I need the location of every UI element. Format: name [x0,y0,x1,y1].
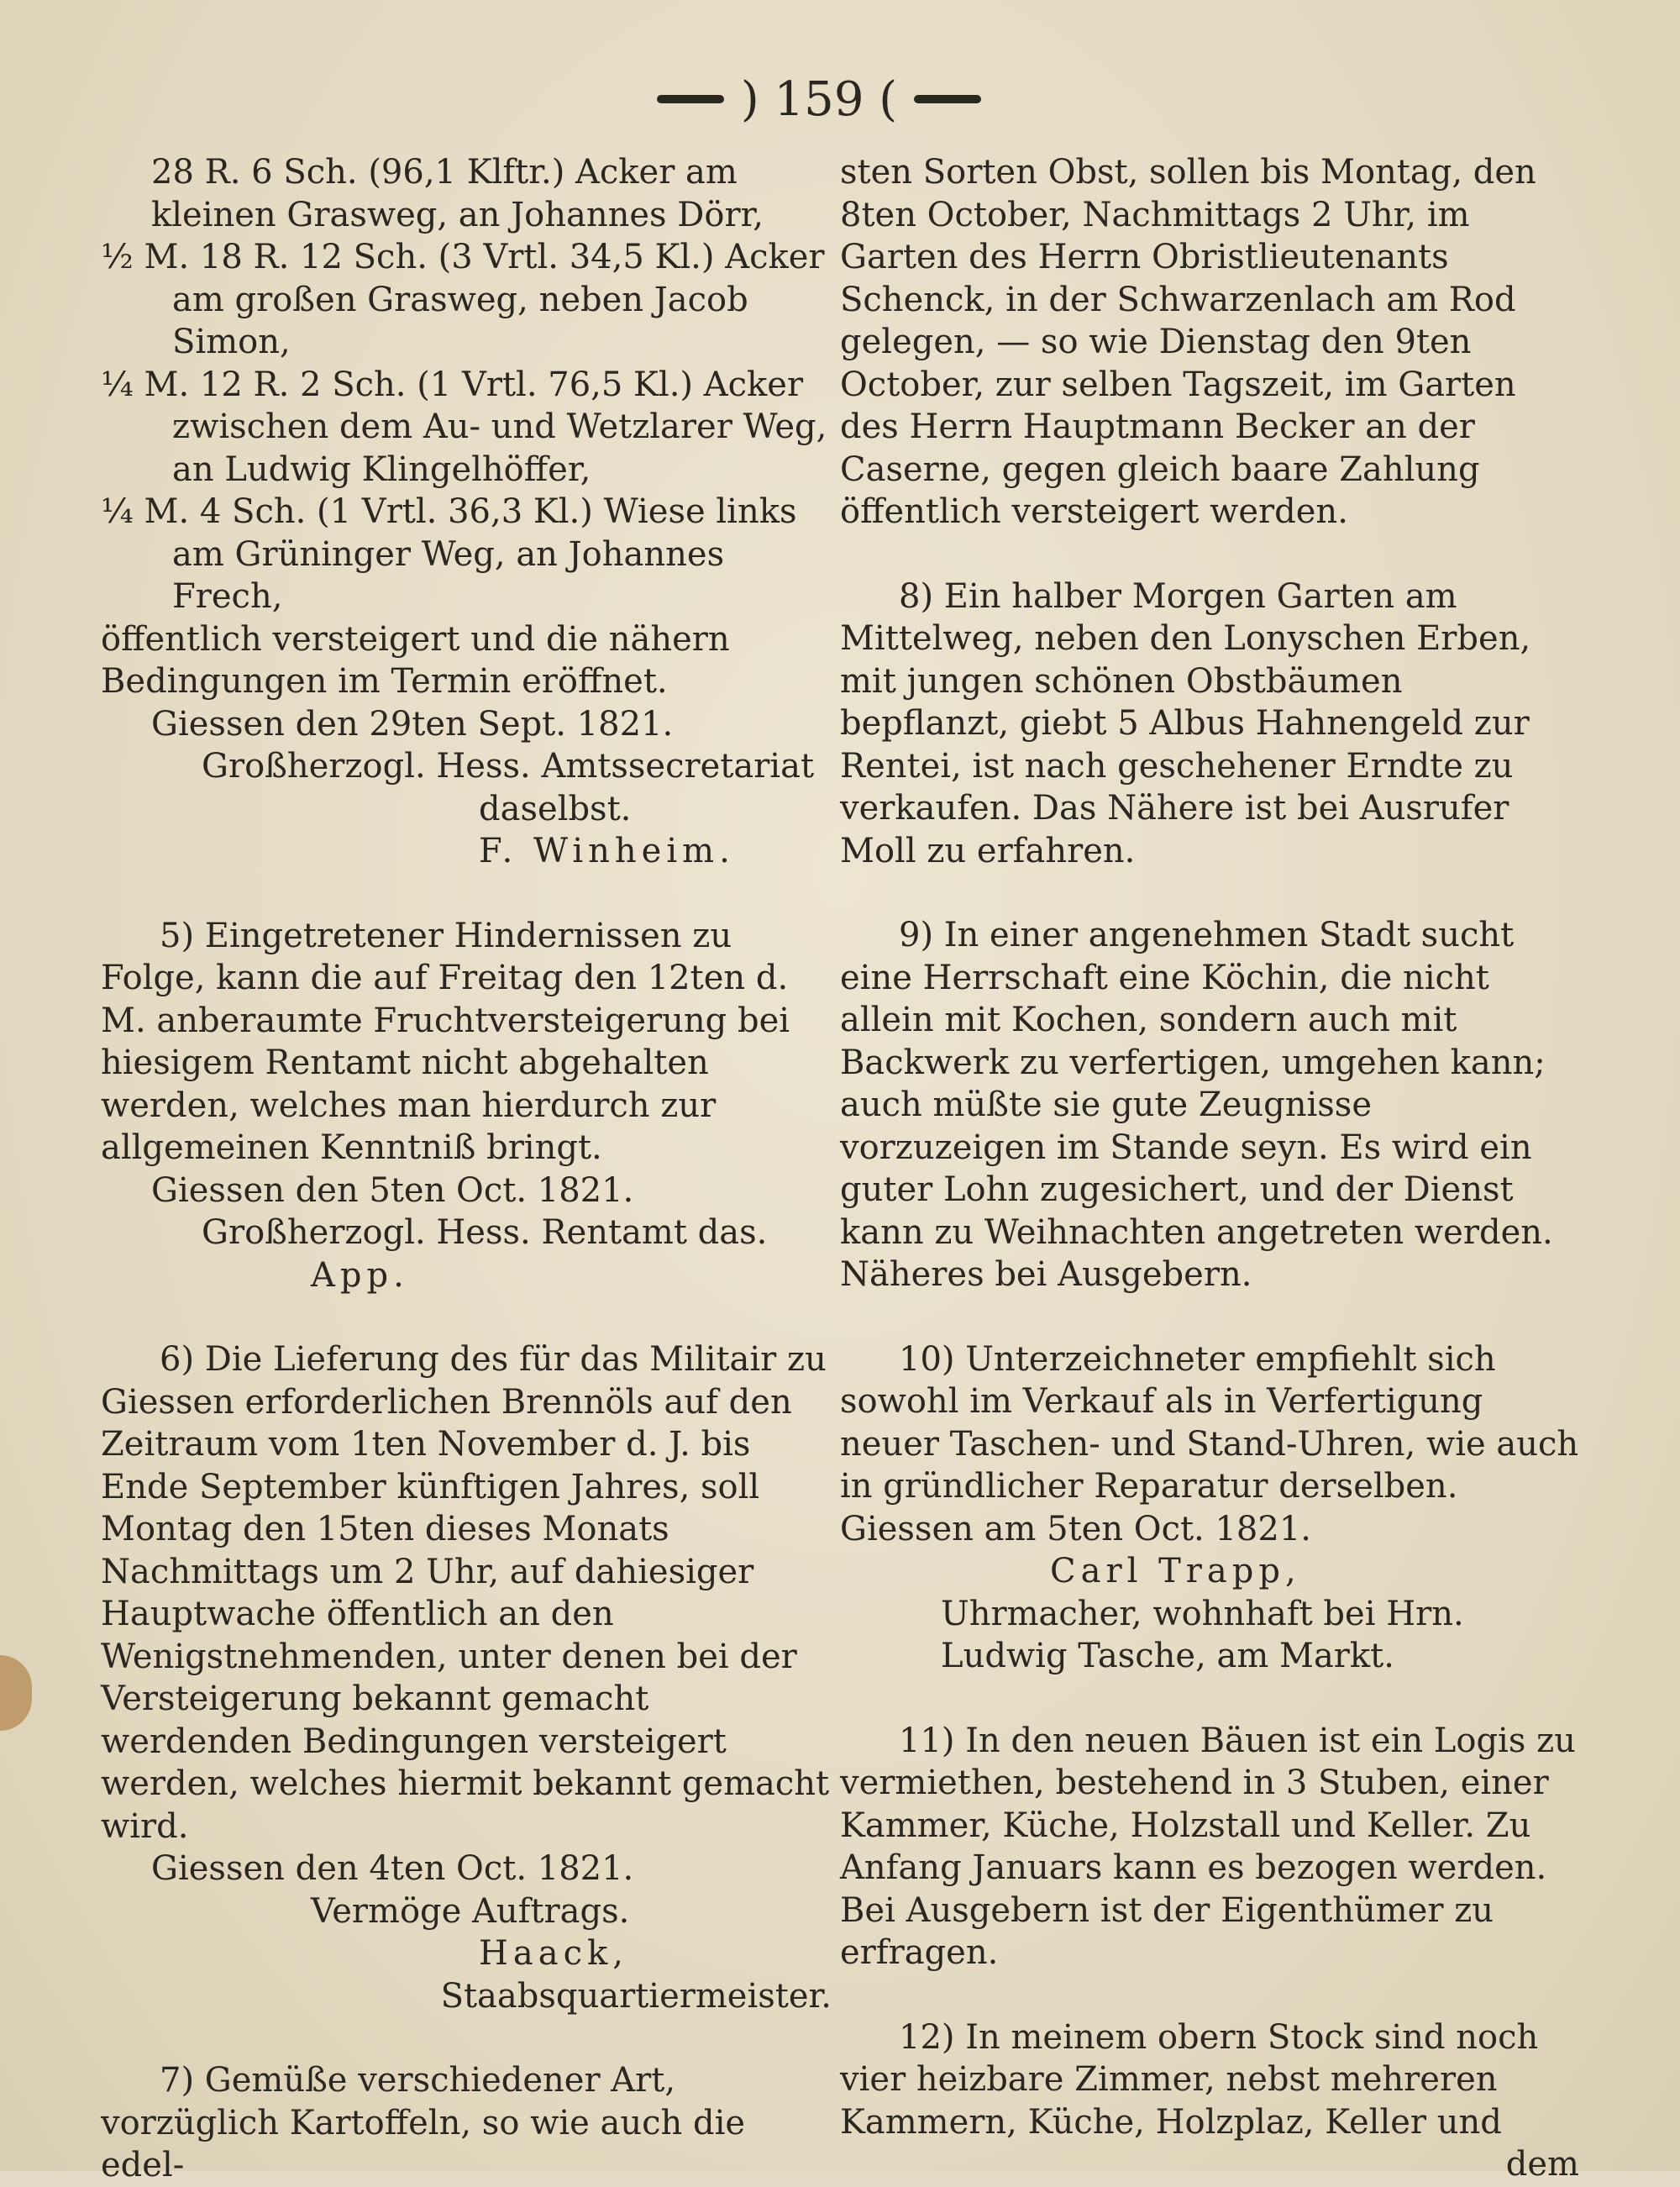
spacer [840,1678,1579,1720]
list-item-4: ¼ M. 4 Sch. (1 Vrtl. 36,3 Kl.) Wiese links am Grüninger Weg, an Johannes Frech, [101,492,797,616]
notice-5-signature-office: Großherzogl. Hess. Rentamt das. [202,1213,768,1252]
header-rule-right [914,95,981,103]
right-column [840,151,1579,2186]
paper-stain [0,1655,32,1731]
notice-6-date: Giessen den 4ten Oct. 1821. [151,1849,634,1888]
page-number: ) 159 ( [740,71,898,127]
list-item-2: ½ M. 18 R. 12 Sch. (3 Vrtl. 34,5 Kl.) Acker am großen Grasweg, neben Jacob Simon, [101,238,825,361]
notice-10-date: Giessen am 5ten Oct. 1821. [840,1509,1311,1548]
list-item-3: ¼ M. 12 R. 2 Sch. (1 Vrtl. 76,5 Kl.) Acker zwischen dem Au- und Wetzlarer Weg, an Ludwig Klingelhöffer, [101,365,827,489]
notice-11-text: 11) In den neuen Bäuen ist ein Logis zu vermiethen, bestehend in 3 Stuben, einer Kammer, Küche, Holzstall und Keller. Zu Anfang Januars kann es bezogen werden. Bei Ausgebern ist der Eigenthümer zu erfragen. [840,1721,1576,1972]
spacer [101,873,832,915]
list-date: Giessen den 29ten Sept. 1821. [151,704,674,744]
list-signature-name: F. Winheim. [479,832,735,870]
page-header [622,66,1016,133]
catchword: dem [1505,2145,1579,2184]
notice-6-text: 6) Die Lieferung des für das Militair zu Giessen erforderlichen Brennöls auf den Zeitraum vom 1ten November d. J. bis Ende September künftigen Jahres, soll Montag den 15ten dieses Monats Nachmittags um 2 Uhr, auf dahiesiger Hauptwache öffentlich an den Wenigstnehmenden, unter denen bei der Versteigerung bekannt gemacht werdenden Bedingungen versteigert werden, welches hiermit bekannt gemacht wird. [101,1340,830,1846]
notice-6-signature-mandate: Vermöge Auftrags. [311,1891,630,1931]
list-item-1: 28 R. 6 Sch. (96,1 Klftr.) Acker am kleinen Grasweg, an Johannes Dörr, [151,153,764,234]
list-signature-office: Großherzogl. Hess. Amtssecretariat [202,747,815,786]
notice-5-text: 5) Eingetretener Hindernissen zu Folge, kann die auf Freitag den 12ten d. M. anberaumte Fruchtversteigerung bei hiesigem Rentamt nicht abgehalten werden, welches man hierdurch zur allgemeinen Kenntniß bringt. [101,916,790,1167]
spacer [101,1296,832,1338]
spacer [840,1296,1579,1338]
notice-6-signature-title: Staabsquartiermeister. [440,1976,832,2016]
spacer [840,872,1579,914]
notice-10-signature-name: Carl Trapp, [1050,1552,1301,1590]
notice-10-text: 10) Unterzeichneter empfiehlt sich sowohl im Verkauf als in Verfertigung neuer Taschen- und Stand-Uhren, wie auch in gründlicher Reparatur derselben. [840,1339,1579,1506]
spacer [101,2017,832,2059]
spacer [840,1974,1579,2016]
notice-7-text-start: 7) Gemüße verschiedener Art, vorzüglich Kartoffeln, so wie auch die edel- [101,2061,746,2184]
notice-5-date: Giessen den 5ten Oct. 1821. [151,1170,634,1210]
notice-7-text-continued: sten Sorten Obst, sollen bis Montag, den 8ten October, Nachmittags 2 Uhr, im Garten des Herrn Obristlieutenants Schenck, in der Schwarzenlach am Rod gelegen, — so wie Dienstag den 9ten October, zur selben Tagszeit, im Garten des Herrn Hauptmann Becker an der Caserne, gegen gleich baare Zahlung öffentlich versteigert werden. [840,153,1536,531]
left-column [101,151,832,2187]
list-signature-place: daselbst. [479,789,632,828]
notice-9-text: 9) In einer angenehmen Stadt sucht eine Herrschaft eine Köchin, die nicht allein mit Kochen, sondern auch mit Backwerk zu verfertigen, umgehen kann; auch müßte sie gute Zeugnisse vorzuzeigen im Stande seyn. Es wird ein guter Lohn zugesichert, und der Dienst kann zu Weihnachten angetreten werden. Näheres bei Ausgebern. [840,916,1553,1294]
notice-8-text: 8) Ein halber Morgen Garten am Mittelweg, neben den Lonyschen Erben, mit jungen schönen Obstbäumen bepflanzt, giebt 5 Albus Hahnengeld zur Rentei, ist nach geschehener Erndte zu verkaufen. Das Nähere ist bei Ausrufer Moll zu erfahren. [840,576,1531,870]
list-closing: öffentlich versteigert und die nähern Bedingungen im Termin eröffnet. [101,619,730,701]
spacer [840,534,1579,576]
notice-5-signature-name: App. [311,1255,409,1295]
notice-12-text: 12) In meinem obern Stock sind noch vier heizbare Zimmer, nebst mehreren Kammern, Küche, Holzplaz, Keller und [840,2017,1539,2142]
notice-10-signature-occupation: Uhrmacher, wohnhaft bei Hrn. [941,1594,1464,1633]
notice-6-signature-name: Haack, [479,1934,628,1973]
header-rule-left [657,95,724,103]
notice-10-signature-address: Ludwig Tasche, am Markt. [941,1637,1394,1675]
